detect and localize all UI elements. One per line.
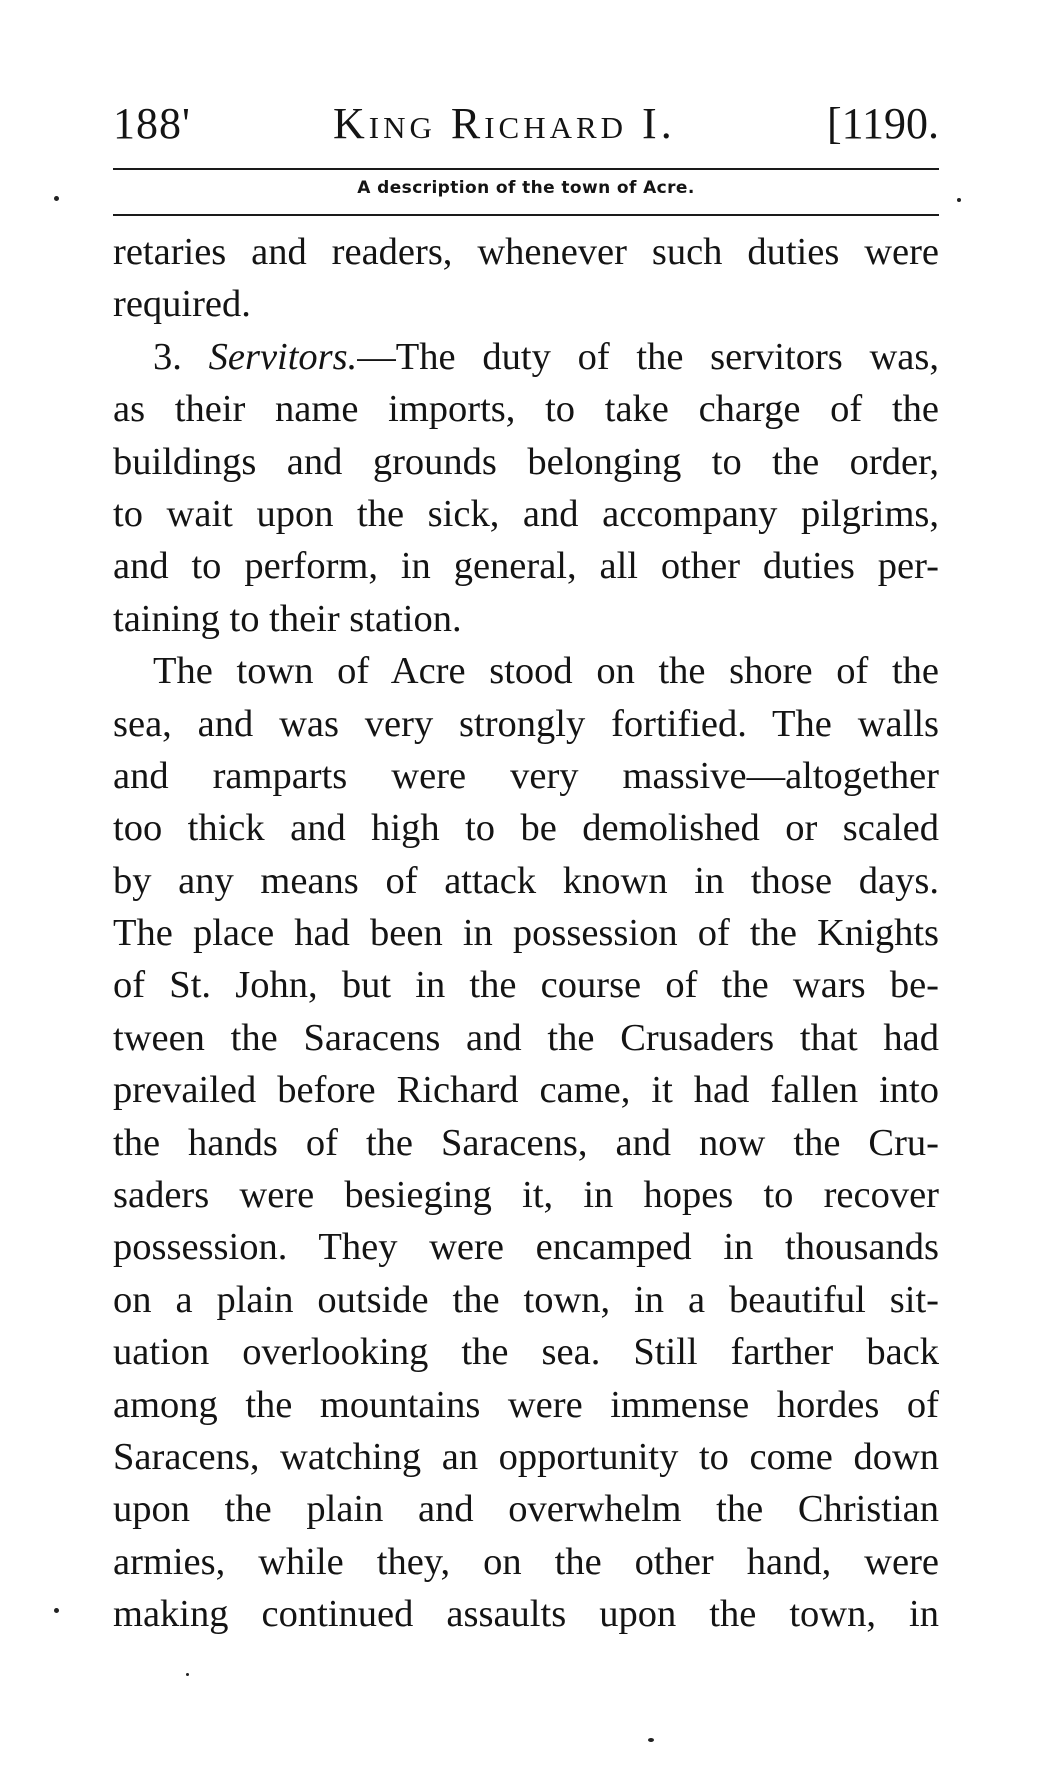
text-line: required.	[113, 283, 251, 326]
print-speck	[54, 1608, 59, 1613]
running-year: [1190.	[826, 99, 939, 148]
text-line: saders were besieging it, in hopes to recover	[113, 1174, 939, 1217]
page-number: 188'	[113, 99, 191, 148]
servitors-text: —The duty of the servitors was,	[357, 335, 940, 378]
text-line: possession. They were encamped in thousands	[113, 1226, 939, 1269]
text-line: among the mountains were immense hordes of	[113, 1383, 939, 1426]
text-line: and ramparts were very massive—altogether	[113, 754, 939, 797]
print-speck	[54, 196, 59, 201]
text-line: of St. John, but in the course of the wars be-	[113, 964, 939, 1007]
text-line: tween the Saracens and the Crusaders that had	[113, 1016, 939, 1059]
section-subheading: A description of the town of Acre.	[357, 178, 695, 198]
text-line: upon the plain and overwhelm the Christian	[113, 1488, 939, 1531]
text-line: the hands of the Saracens, and now the Cru-	[113, 1121, 939, 1164]
running-head	[113, 98, 939, 158]
top-rule	[113, 168, 939, 170]
text-line: The town of Acre stood on the shore of the	[153, 650, 939, 693]
bottom-rule	[113, 214, 939, 216]
text-line: by any means of attack known in those days.	[113, 859, 939, 902]
text-line: The place had been in possession of the Knights	[113, 912, 939, 955]
servitors-heading: Servitors.	[208, 335, 358, 378]
text-line: Saracens, watching an opportunity to come down	[113, 1435, 939, 1478]
print-speck	[648, 1738, 654, 1742]
text-line-servitors	[113, 331, 939, 383]
text-line: prevailed before Richard came, it had fallen into	[113, 1069, 939, 1112]
text-line: to wait upon the sick, and accompany pilgrims,	[113, 492, 939, 535]
print-speck	[957, 198, 961, 202]
text-line: uation overlooking the sea. Still farther back	[113, 1331, 939, 1374]
text-line: taining to their station.	[113, 597, 462, 640]
print-speck	[186, 1673, 189, 1676]
text-line: sea, and was very strongly fortified. The walls	[113, 702, 939, 745]
text-line: making continued assaults upon the town, in	[113, 1593, 939, 1636]
text-line: as their name imports, to take charge of the	[113, 388, 939, 431]
text-line: on a plain outside the town, in a beautiful sit-	[113, 1278, 939, 1321]
text-line: retaries and readers, whenever such duties were	[113, 231, 939, 273]
text-line: armies, while they, on the other hand, were	[113, 1540, 939, 1583]
body-text	[113, 226, 939, 1641]
text-line: too thick and high to be demolished or scaled	[113, 807, 939, 850]
list-number: 3.	[153, 335, 209, 378]
text-line: buildings and grounds belonging to the order,	[113, 440, 939, 483]
running-title: King Richard I.	[333, 99, 676, 148]
text-line: and to perform, in general, all other duties per-	[113, 545, 939, 588]
